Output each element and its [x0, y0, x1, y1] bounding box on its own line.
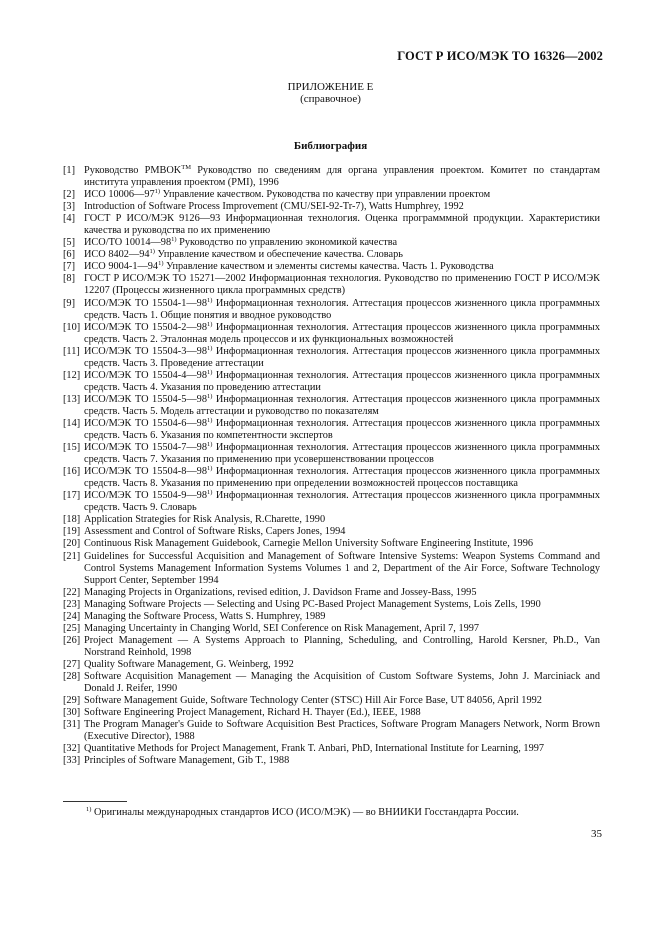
reference-text [84, 635, 600, 658]
reference-number: [25] [63, 622, 81, 634]
reference-item [63, 743, 600, 755]
reference-title: ИСО 8402—94 [84, 249, 150, 261]
reference-number: [19] [63, 526, 81, 538]
reference-number: [28] [63, 670, 81, 682]
reference-title: Project Management — A Systems Approach to Planning, Scheduling, and Controlling, Harold Kersner, Ph.D., Van Norstrand Reinhold, 1998 [84, 634, 600, 658]
reference-item [63, 201, 600, 213]
reference-text [84, 719, 600, 742]
reference-description: Руководство по сведениям для органа управления проектом. Комитет по стандартам института управления проектом (PMI), 1996 [84, 165, 600, 189]
reference-text [84, 755, 289, 766]
reference-text [84, 466, 600, 489]
reference-title: Continuous Risk Management Guidebook, Carnegie Mellon University Software Engineering Institute, 1996 [84, 538, 533, 550]
reference-title: ИСО/МЭК ТО 15504-6—98 [84, 417, 207, 429]
reference-item [63, 213, 600, 237]
reference-superscript: 1) [206, 296, 213, 304]
reference-superscript: 1) [206, 320, 213, 328]
reference-title: Software Engineering Project Management, Richard H. Thayer (Ed.), IEEE, 1988 [84, 707, 421, 719]
reference-title: ИСО/МЭК ТО 15504-7—98 [84, 442, 207, 454]
reference-item [63, 298, 600, 322]
reference-number: [13] [63, 393, 81, 405]
reference-item [63, 514, 600, 526]
reference-title: Managing Uncertainty in Changing World, SEI Conference on Risk Management, April 7, 1997 [84, 622, 480, 634]
reference-title: Principles of Software Management, Gib T., 1988 [84, 755, 290, 767]
reference-number: [16] [63, 466, 81, 478]
reference-title: Quantitative Methods for Project Management, Frank T. Anbari, PhD, International Institute for Learning, 1997 [84, 743, 545, 755]
reference-item [63, 370, 600, 394]
reference-item [63, 322, 600, 346]
reference-text [84, 273, 600, 296]
reference-text [84, 623, 479, 634]
reference-number: [4] [63, 213, 76, 225]
reference-title: Guidelines for Successful Acquisition and Management of Software Intensive Systems: Weapon Systems Command and Control Systems Management Information Systems Volumes 1 and 2, Department of the Air Force, Software Technology Support Center, September 1994 [84, 550, 600, 586]
reference-text [84, 490, 600, 513]
reference-description: Информационная технология. Аттестация процессов жизненного цикла программных средств. Часть 1. Общие понятия и вводное руководство [84, 297, 600, 321]
reference-number: [22] [63, 586, 81, 598]
reference-superscript: 1) [154, 188, 161, 196]
reference-item [63, 755, 600, 767]
appendix-heading [0, 82, 661, 106]
reference-item [63, 526, 600, 538]
reference-text [84, 165, 600, 188]
reference-number: [8] [63, 273, 76, 285]
reference-description: Информационная технология. Аттестация процессов жизненного цикла программных средств. Часть 8. Указания по применению при определении возможностей процессов поставщика [84, 466, 600, 490]
reference-number: [26] [63, 634, 81, 646]
reference-item [63, 719, 600, 743]
reference-item [63, 538, 600, 550]
reference-number: [3] [63, 201, 76, 213]
reference-title: ИСО/ТО 10014—98 [84, 237, 172, 249]
reference-text [84, 671, 600, 694]
reference-item [63, 611, 600, 623]
reference-superscript: 1) [206, 344, 213, 352]
appendix-title: ПРИЛОЖЕНИЕ Е [287, 81, 374, 93]
reference-number: [33] [63, 755, 81, 767]
reference-text [84, 322, 600, 345]
reference-item [63, 442, 600, 466]
reference-text [84, 514, 325, 525]
reference-superscript: 1) [206, 489, 213, 497]
reference-list [63, 165, 600, 767]
reference-description: Информационная технология. Аттестация процессов жизненного цикла программных средств. Часть 2. Эталонная модель процессов и их функциональных возможностей [84, 321, 600, 345]
reference-item [63, 707, 600, 719]
reference-description: Управление качеством. Руководства по качеству при управлении проектом [160, 189, 491, 201]
reference-number: [27] [63, 658, 81, 670]
reference-item [63, 394, 600, 418]
reference-title: ИСО/МЭК ТО 15504-8—98 [84, 466, 207, 478]
reference-title: ИСО 9004-1—94 [84, 261, 159, 273]
footnote-divider [63, 801, 127, 802]
reference-title: ИСО/МЭК ТО 15504-3—98 [84, 345, 207, 357]
reference-item [63, 623, 600, 635]
reference-number: [1] [63, 165, 76, 176]
reference-number: [6] [63, 249, 76, 261]
reference-text [84, 189, 490, 200]
reference-item [63, 261, 600, 273]
reference-text [84, 370, 600, 393]
reference-number: [21] [63, 550, 81, 562]
reference-number: [32] [63, 743, 81, 755]
reference-number: [31] [63, 719, 81, 731]
reference-number: [5] [63, 237, 76, 249]
reference-superscript: TM [181, 164, 191, 171]
reference-number: [29] [63, 695, 81, 707]
reference-item [63, 249, 600, 261]
reference-superscript: 1) [206, 416, 213, 424]
reference-title: ИСО/МЭК ТО 15504-5—98 [84, 393, 207, 405]
reference-number: [10] [63, 321, 81, 333]
reference-item [63, 551, 600, 587]
reference-number: [9] [63, 297, 76, 309]
reference-description: Информационная технология. Аттестация процессов жизненного цикла программных средств. Часть 3. Проведение аттестации [84, 345, 600, 369]
reference-item [63, 599, 600, 611]
reference-title: ИСО/МЭК ТО 15504-1—98 [84, 297, 207, 309]
reference-number: [17] [63, 490, 81, 502]
reference-text [84, 442, 600, 465]
reference-title: Application Strategies for Risk Analysis, R.Charette, 1990 [84, 514, 326, 526]
reference-title: ИСО/МЭК ТО 15504-9—98 [84, 490, 207, 502]
reference-text [84, 659, 294, 670]
reference-text [84, 611, 325, 622]
document-code-header: ГОСТ Р ИСО/МЭК ТО 16326—2002 [397, 49, 603, 63]
reference-title: Quality Software Management, G. Weinberg, 1992 [84, 658, 294, 670]
footnote [86, 807, 519, 818]
reference-item [63, 659, 600, 671]
reference-title: The Program Manager's Guide to Software Acquisition Best Practices, Software Program Managers Network, Norm Brown (Executive Director), 1988 [84, 719, 600, 743]
reference-superscript: 1) [158, 260, 164, 268]
reference-title: Software Acquisition Management — Managing the Acquisition of Custom Software Systems, John J. Marciniack and Donald J. Reifer, 1990 [84, 670, 600, 695]
reference-text [84, 261, 494, 272]
reference-description: Управление качеством и обеспечение качества. Словарь [154, 249, 403, 261]
reference-item [63, 346, 600, 370]
reference-item [63, 189, 600, 201]
reference-number: [15] [63, 442, 81, 454]
reference-title: ИСО/МЭК ТО 15504-2—98 [84, 321, 207, 333]
reference-number: [24] [63, 610, 81, 622]
reference-text [84, 743, 544, 754]
reference-title: Software Management Guide, Software Technology Center (STSC) Hill Air Force Base, UT 84056, April 1992 [84, 695, 542, 707]
reference-superscript: 1) [149, 248, 155, 256]
reference-text [84, 237, 397, 248]
reference-superscript: 1) [206, 465, 213, 473]
reference-description: Руководство по управлению экономикой качества [176, 237, 398, 249]
reference-item [63, 635, 600, 659]
reference-description: Информационная технология. Аттестация процессов жизненного цикла программных средств. Часть 9. Словарь [84, 490, 600, 514]
reference-text [84, 213, 600, 236]
reference-item [63, 466, 600, 490]
reference-description: Информационная технология. Аттестация процессов жизненного цикла программных средств. Часть 4. Указания по проведению аттестации [84, 369, 600, 393]
reference-superscript: 1) [206, 441, 213, 449]
reference-number: [23] [63, 598, 81, 610]
reference-text [84, 587, 476, 598]
reference-title: ГОСТ Р ИСО/МЭК ТО 15271—2002 Информационная технология. Руководство по применению ГОСТ Р ИСО/МЭК 12207 (Процессы жизненного цикла программных средств) [84, 273, 600, 297]
reference-text [84, 707, 421, 718]
reference-number: [20] [63, 538, 81, 550]
reference-item [63, 165, 600, 189]
reference-item [63, 237, 600, 249]
reference-title: Managing the Software Process, Watts S. Humphrey, 1989 [84, 610, 326, 622]
reference-text [84, 538, 533, 549]
footnote-text: Оригиналы международных стандартов ИСО (ИСО/МЭК) — во ВНИИКИ Госстандарта России. [91, 807, 519, 818]
reference-title: ИСО 10006—97 [84, 189, 155, 201]
reference-item [63, 587, 600, 599]
reference-title: Managing Projects in Organizations, revised edition, J. Davidson Frame and Jossey-Bass, 1995 [84, 586, 477, 598]
reference-number: [14] [63, 417, 81, 429]
reference-title: Managing Software Projects — Selecting and Using PC-Based Project Management Systems, Lois Zells, 1990 [84, 598, 541, 610]
reference-text [84, 695, 542, 706]
reference-item [63, 490, 600, 514]
reference-superscript: 1) [206, 368, 213, 376]
reference-title: Assessment and Control of Software Risks, Capers Jones, 1994 [84, 526, 346, 538]
reference-text [84, 551, 600, 586]
reference-description: Информационная технология. Аттестация процессов жизненного цикла программных средств. Часть 7. Указания по применению при усовершенствовании процессов [84, 442, 600, 466]
reference-superscript: 1) [171, 236, 177, 244]
reference-item [63, 671, 600, 695]
appendix-subtitle: (справочное) [300, 93, 361, 105]
reference-text [84, 346, 600, 369]
reference-text [84, 526, 345, 537]
reference-description: Информационная технология. Аттестация процессов жизненного цикла программных средств. Часть 5. Модель аттестации и руководство по показателям [84, 393, 600, 417]
reference-number: [12] [63, 369, 81, 381]
reference-text [84, 298, 600, 321]
reference-item [63, 418, 600, 442]
reference-title: Introduction of Software Process Improvement (CMU/SEI-92-Tr-7), Watts Humphrey, 1992 [84, 201, 464, 213]
footnote-mark: 1) [86, 806, 92, 813]
reference-text [84, 418, 600, 441]
reference-text [84, 599, 541, 610]
reference-item [63, 273, 600, 297]
reference-item [63, 695, 600, 707]
page-number: 35 [591, 828, 602, 840]
reference-title: Руководство PMBOK [84, 165, 182, 176]
reference-number: [18] [63, 514, 81, 526]
reference-description: Информационная технология. Аттестация процессов жизненного цикла программных средств. Часть 6. Указания по компетентности экспертов [84, 417, 600, 442]
reference-description: Управление качеством и элементы системы качества. Часть 1. Руководства [163, 261, 494, 273]
reference-text [84, 249, 403, 260]
reference-text [84, 394, 600, 417]
reference-number: [2] [63, 189, 76, 201]
reference-number: [30] [63, 707, 81, 719]
reference-text [84, 201, 464, 212]
reference-number: [11] [63, 345, 80, 357]
reference-title: ГОСТ Р ИСО/МЭК 9126—93 Информационная технология. Оценка программмной продукции. Характеристики качества и руководства по их применению [84, 213, 600, 237]
bibliography-title: Библиография [293, 140, 368, 152]
reference-title: ИСО/МЭК ТО 15504-4—98 [84, 369, 207, 381]
reference-number: [7] [63, 261, 76, 273]
reference-superscript: 1) [206, 392, 213, 400]
